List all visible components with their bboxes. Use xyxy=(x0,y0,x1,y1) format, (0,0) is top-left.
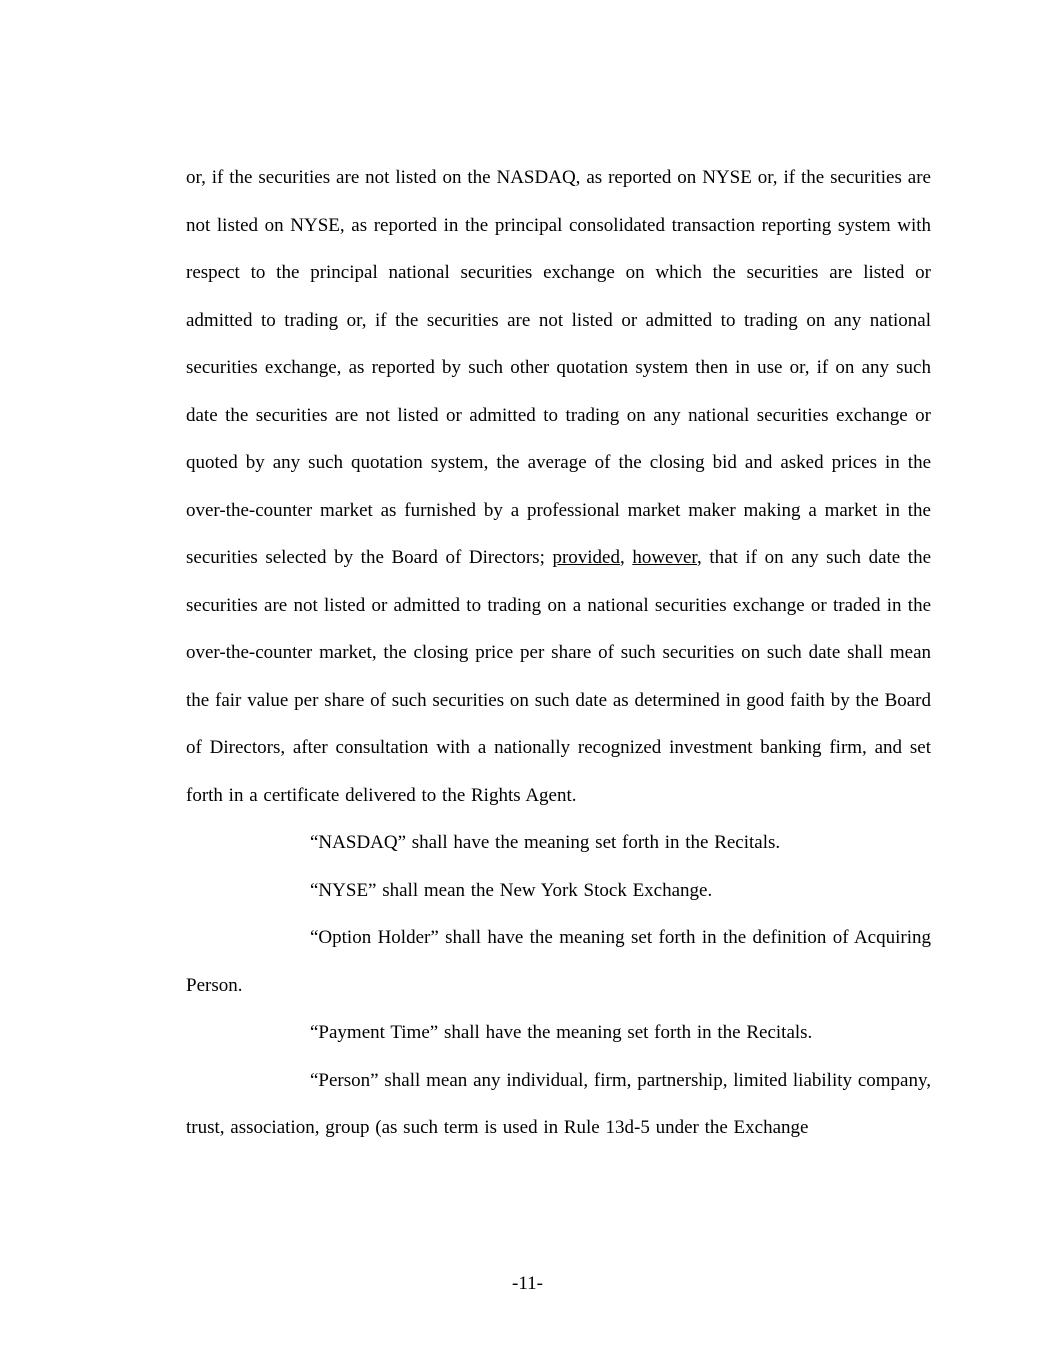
definition-paragraph: “Person” shall mean any individual, firm, partnership, limited liability company, trust, association, group (as such term is used in Rule 13d-5 under the Exchange xyxy=(186,1069,931,1138)
page-number: -11- xyxy=(512,1273,543,1294)
definition-paragraph: “Payment Time” shall have the meaning set forth in the Recitals. xyxy=(310,1022,813,1043)
underlined-term: however xyxy=(632,547,697,568)
document-content xyxy=(186,154,931,1152)
paragraph-text: or, if the securities are not listed on the NASDAQ, as reported on NYSE or, if the securities are not listed on NYSE, as reported in the principal consolidated transaction reporting system with respect to the principal national securities exchange on which the securities are listed or admitted to trading or, if the securities are not listed or admitted to trading on any national securities exchange, as reported by such other quotation system then in use or, if on any such date the securities are not listed or admitted to trading on any national securities exchange or quoted by any such quotation system, the average of the closing bid and asked prices in the over-the-counter market as furnished by a professional market maker making a market in the securities selected by the Board of Directors; xyxy=(186,167,931,568)
main-paragraph xyxy=(186,154,931,819)
definition-paragraph: “NASDAQ” shall have the meaning set forth in the Recitals. xyxy=(310,832,781,853)
definition-paragraph: “NYSE” shall mean the New York Stock Exchange. xyxy=(310,879,713,901)
underlined-term: provided xyxy=(552,547,620,568)
paragraph-text: , xyxy=(619,547,633,568)
definition-paragraph: “Option Holder” shall have the meaning set forth in the definition of Acquiring Person. xyxy=(186,927,931,996)
definitions-section xyxy=(186,819,931,1152)
paragraph-text: , that if on any such date the securities are not listed or admitted to trading on a national securities exchange or traded in the over-the-counter market, the closing price per share of such securities on such date shall mean the fair value per share of such securities on such date as determined in good faith by the Board of Directors, after consultation with a nationally recognized investment banking firm, and set forth in a certificate delivered to the Rights Agent. xyxy=(186,547,932,806)
